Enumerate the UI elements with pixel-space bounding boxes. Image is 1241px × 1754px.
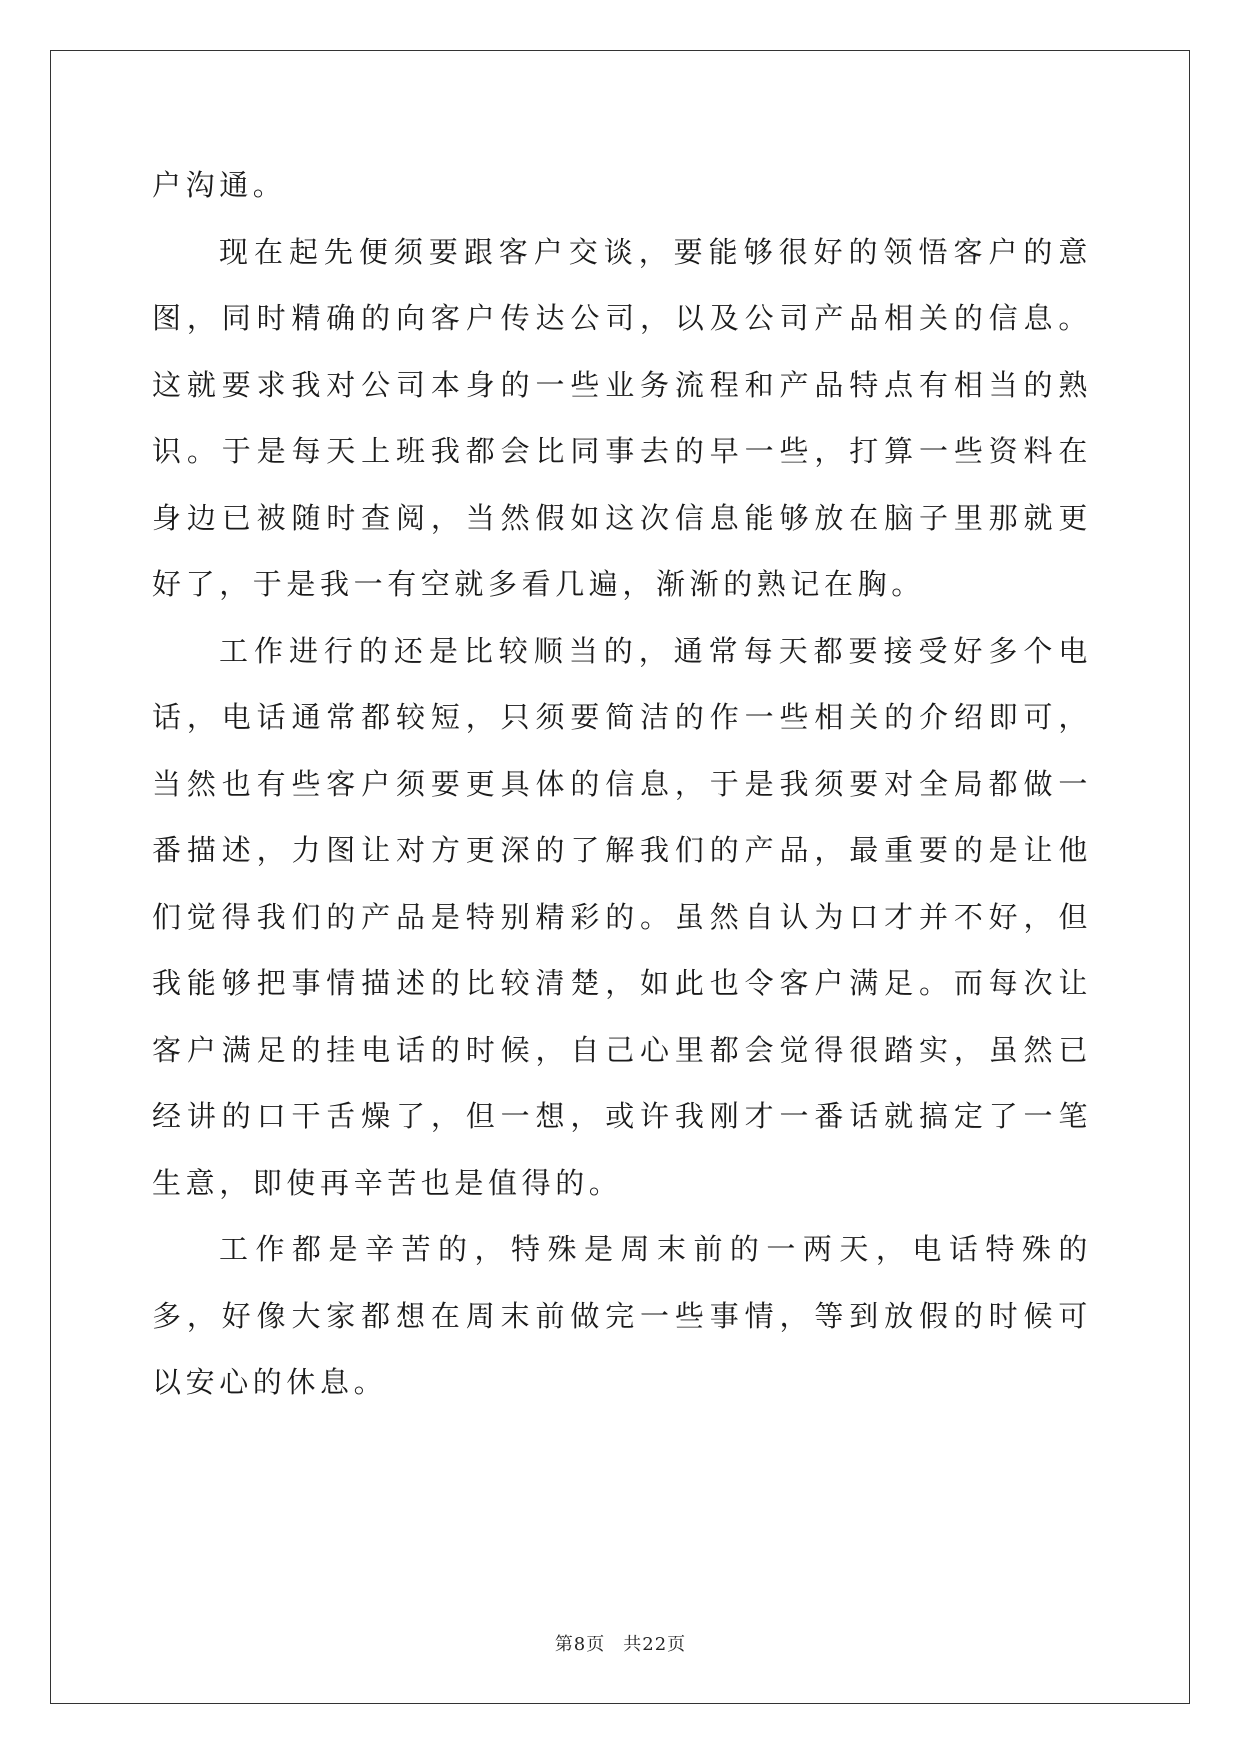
page-number: 第8页 [554, 1634, 606, 1655]
page-total: 共22页 [623, 1634, 687, 1655]
paragraph: 现在起先便须要跟客户交谈，要能够很好的领悟客户的意图，同时精确的向客户传达公司，以及公司产品相关的信息。这就要求我对公司本身的一些业务流程和产品特点有相当的熟识。于是每天上班我都会比同事去的早一些，打算一些资料在身边已被随时查阅，当然假如这次信息能够放在脑子里那就更好了，于是我一有空就多看几遍，渐渐的熟记在胸。 [152, 234, 1092, 601]
paragraph: 工作都是辛苦的，特殊是周末前的一两天，电话特殊的多，好像大家都想在周末前做完一些事情，等到放假的时候可以安心的休息。 [152, 1232, 1092, 1399]
paragraph: 户沟通。 [152, 168, 287, 202]
document-body [152, 152, 1092, 1416]
page-footer [0, 1630, 1241, 1656]
paragraph: 工作进行的还是比较顺当的，通常每天都要接受好多个电话，电话通常都较短，只须要简洁的作一些相关的介绍即可，当然也有些客户须要更具体的信息，于是我须要对全局都做一番描述，力图让对方更深的了解我们的产品，最重要的是让他们觉得我们的产品是特别精彩的。虽然自认为口才并不好，但我能够把事情描述的比较清楚，如此也令客户满足。而每次让客户满足的挂电话的时候，自己心里都会觉得很踏实，虽然已经讲的口干舌燥了，但一想，或许我刚才一番话就搞定了一笔生意，即使再辛苦也是值得的。 [152, 633, 1092, 1200]
